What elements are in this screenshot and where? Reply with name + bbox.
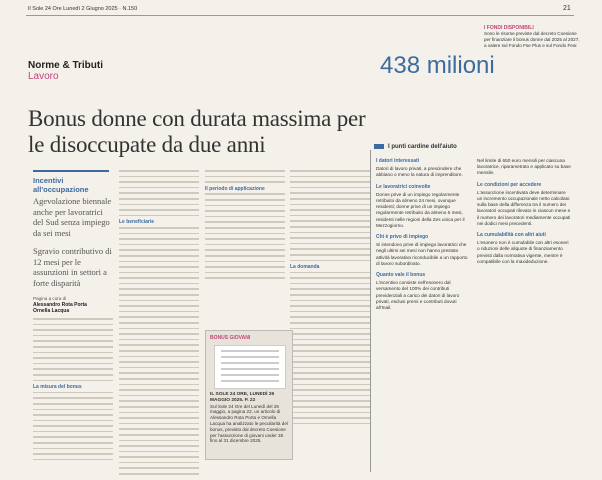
kicker: Incentivi all'occupazione — [33, 170, 109, 194]
bonus-giovani-box — [205, 330, 293, 460]
page-number: 21 — [563, 5, 571, 12]
sidebar-text: Si intendono prive di impiego lavoratrici che negli ultimi sei mesi non hanno prestato attività lavorativa riconducibile a un rapporto di lavoro subordinato. — [376, 242, 468, 266]
sidebar-title-text: I punti cardine dell'aiuto — [388, 144, 457, 151]
sidebar-heading: Quanto vale il bonus — [376, 272, 426, 279]
newspaper-thumbnail — [214, 345, 286, 389]
sidebar-col-2 — [477, 158, 571, 270]
byline — [33, 296, 113, 314]
sidebar-text: Nel limite di 650 euro mensili per ciascuna lavoratrice, riparametrato e applicato su base mensile. — [477, 158, 571, 176]
sidebar-heading: I datori interessati — [376, 158, 420, 164]
big-number: 438 milioni — [380, 52, 495, 79]
sidebar-text: Datori di lavoro privati, a prescindere che abbiano o meno la natura di imprenditore. — [376, 166, 463, 178]
bonus-giovani-caption — [210, 392, 290, 444]
text-lines — [205, 170, 285, 183]
bonus-caption-title: IL SOLE 24 ORE, LUNEDÌ 26 MAGGIO 2025. P. 22 — [210, 392, 275, 403]
sidebar-heading: Chi è privo di impiego — [376, 234, 429, 241]
article-col-2 — [119, 170, 199, 479]
text-lines — [33, 318, 113, 381]
article-col-4 — [290, 170, 370, 428]
summary — [33, 196, 113, 296]
top-rule — [26, 15, 574, 16]
summary-2: Sgravio contributivo di 12 mesi per le assunzioni in settori a forte disparità — [33, 246, 112, 288]
headline: Bonus donne con durata massima per le disoccupate da due anni — [28, 106, 366, 157]
masthead: Il Sole 24 Ore Lunedì 2 Giugno 2025 · N.150 — [28, 6, 138, 12]
sidebar-col-1 — [376, 158, 470, 316]
sidebar-heading: Le lavoratrici coinvolte — [376, 183, 431, 190]
sidebar-heading: Le condizioni per accedere — [477, 181, 542, 188]
byline-author-1: Alessandro Rota Porta — [33, 302, 87, 308]
text-lines — [290, 272, 370, 425]
sidebar-title — [374, 144, 457, 150]
byline-author-2: Ornella Lacqua — [33, 308, 70, 314]
text-lines — [205, 193, 285, 279]
col3-heading: Il periodo di applicazione — [205, 185, 265, 192]
subsection-title: Lavoro — [28, 71, 59, 82]
sidebar-text: Donne prive di un impiego regolarmente retribuito da almeno 24 mesi, ovunque residenti; donne prive di un impiego regolarmente retribuito da almeno 6 mesi, residenti nelle regioni della Zes unica per il Mezzogiorno. — [376, 191, 465, 228]
sidebar-bar-icon — [374, 144, 384, 149]
bonus-giovani-title: BONUS GIOVANI — [210, 335, 251, 341]
sidebar-text: L'assunzione incentivata deve determinare un incremento occupazionale netto calcolato sulla base della differenza tra il numero dei lavoratori occupati rilevato in ciascun mese e il numero dei lavoratori mediamente occupati nei dodici mesi precedenti. — [477, 189, 571, 226]
text-lines — [119, 170, 199, 216]
text-lines — [119, 227, 199, 475]
text-lines — [290, 170, 370, 261]
sidebar-text: L'esonero non è cumulabile con altri esoneri o riduzioni delle aliquote di finanziamento previsti dalla normativa vigente, mentre è compatibile con la maxideduzione. — [477, 240, 569, 264]
sidebar-text: L'incentivo consiste nell'esonero dal versamento del 100% dei contributi previdenziali a carico dei datori di lavoro privati, esclusi premi e contributi dovuti all'Inail. — [376, 280, 460, 311]
section-title: Norme & Tributi — [28, 60, 104, 71]
fondi-text: Sono le risorse previste dal decreto Coesione per finanziare il bonus donne dal 2025 al 2027, a valere sul Fondo Fse Plus e sul Fondo Fesr. — [484, 31, 580, 48]
fondi-box — [484, 25, 580, 48]
article-col-1 — [33, 318, 113, 464]
col2-heading: Le beneficiarie — [119, 219, 155, 226]
article-col-3 — [205, 170, 285, 283]
fondi-title: I FONDI DISPONIBILI — [484, 25, 534, 31]
text-lines — [33, 392, 113, 461]
sidebar-heading: La cumulabilità con altri aiuti — [477, 232, 546, 239]
byline-label: Pagina a cura di — [33, 296, 67, 301]
col4-heading: La domanda — [290, 264, 320, 271]
bonus-caption-text: Sul Sole 24 Ore del Lunedì del 26 maggio, a pagina 22, un articolo di Alessandro Rota Porta e Ornella Lacqua ha analizzato le peculiarità del bonus, previsto dal decreto Coesione per l'assunzione di giovani under 35 fino al 31 dicembre 2025. — [210, 403, 288, 444]
summary-1: Agevolazione biennale anche per lavoratrici del Sud senza impiego da sei mesi — [33, 196, 112, 238]
col1-heading: La misura del bonus — [33, 384, 82, 391]
